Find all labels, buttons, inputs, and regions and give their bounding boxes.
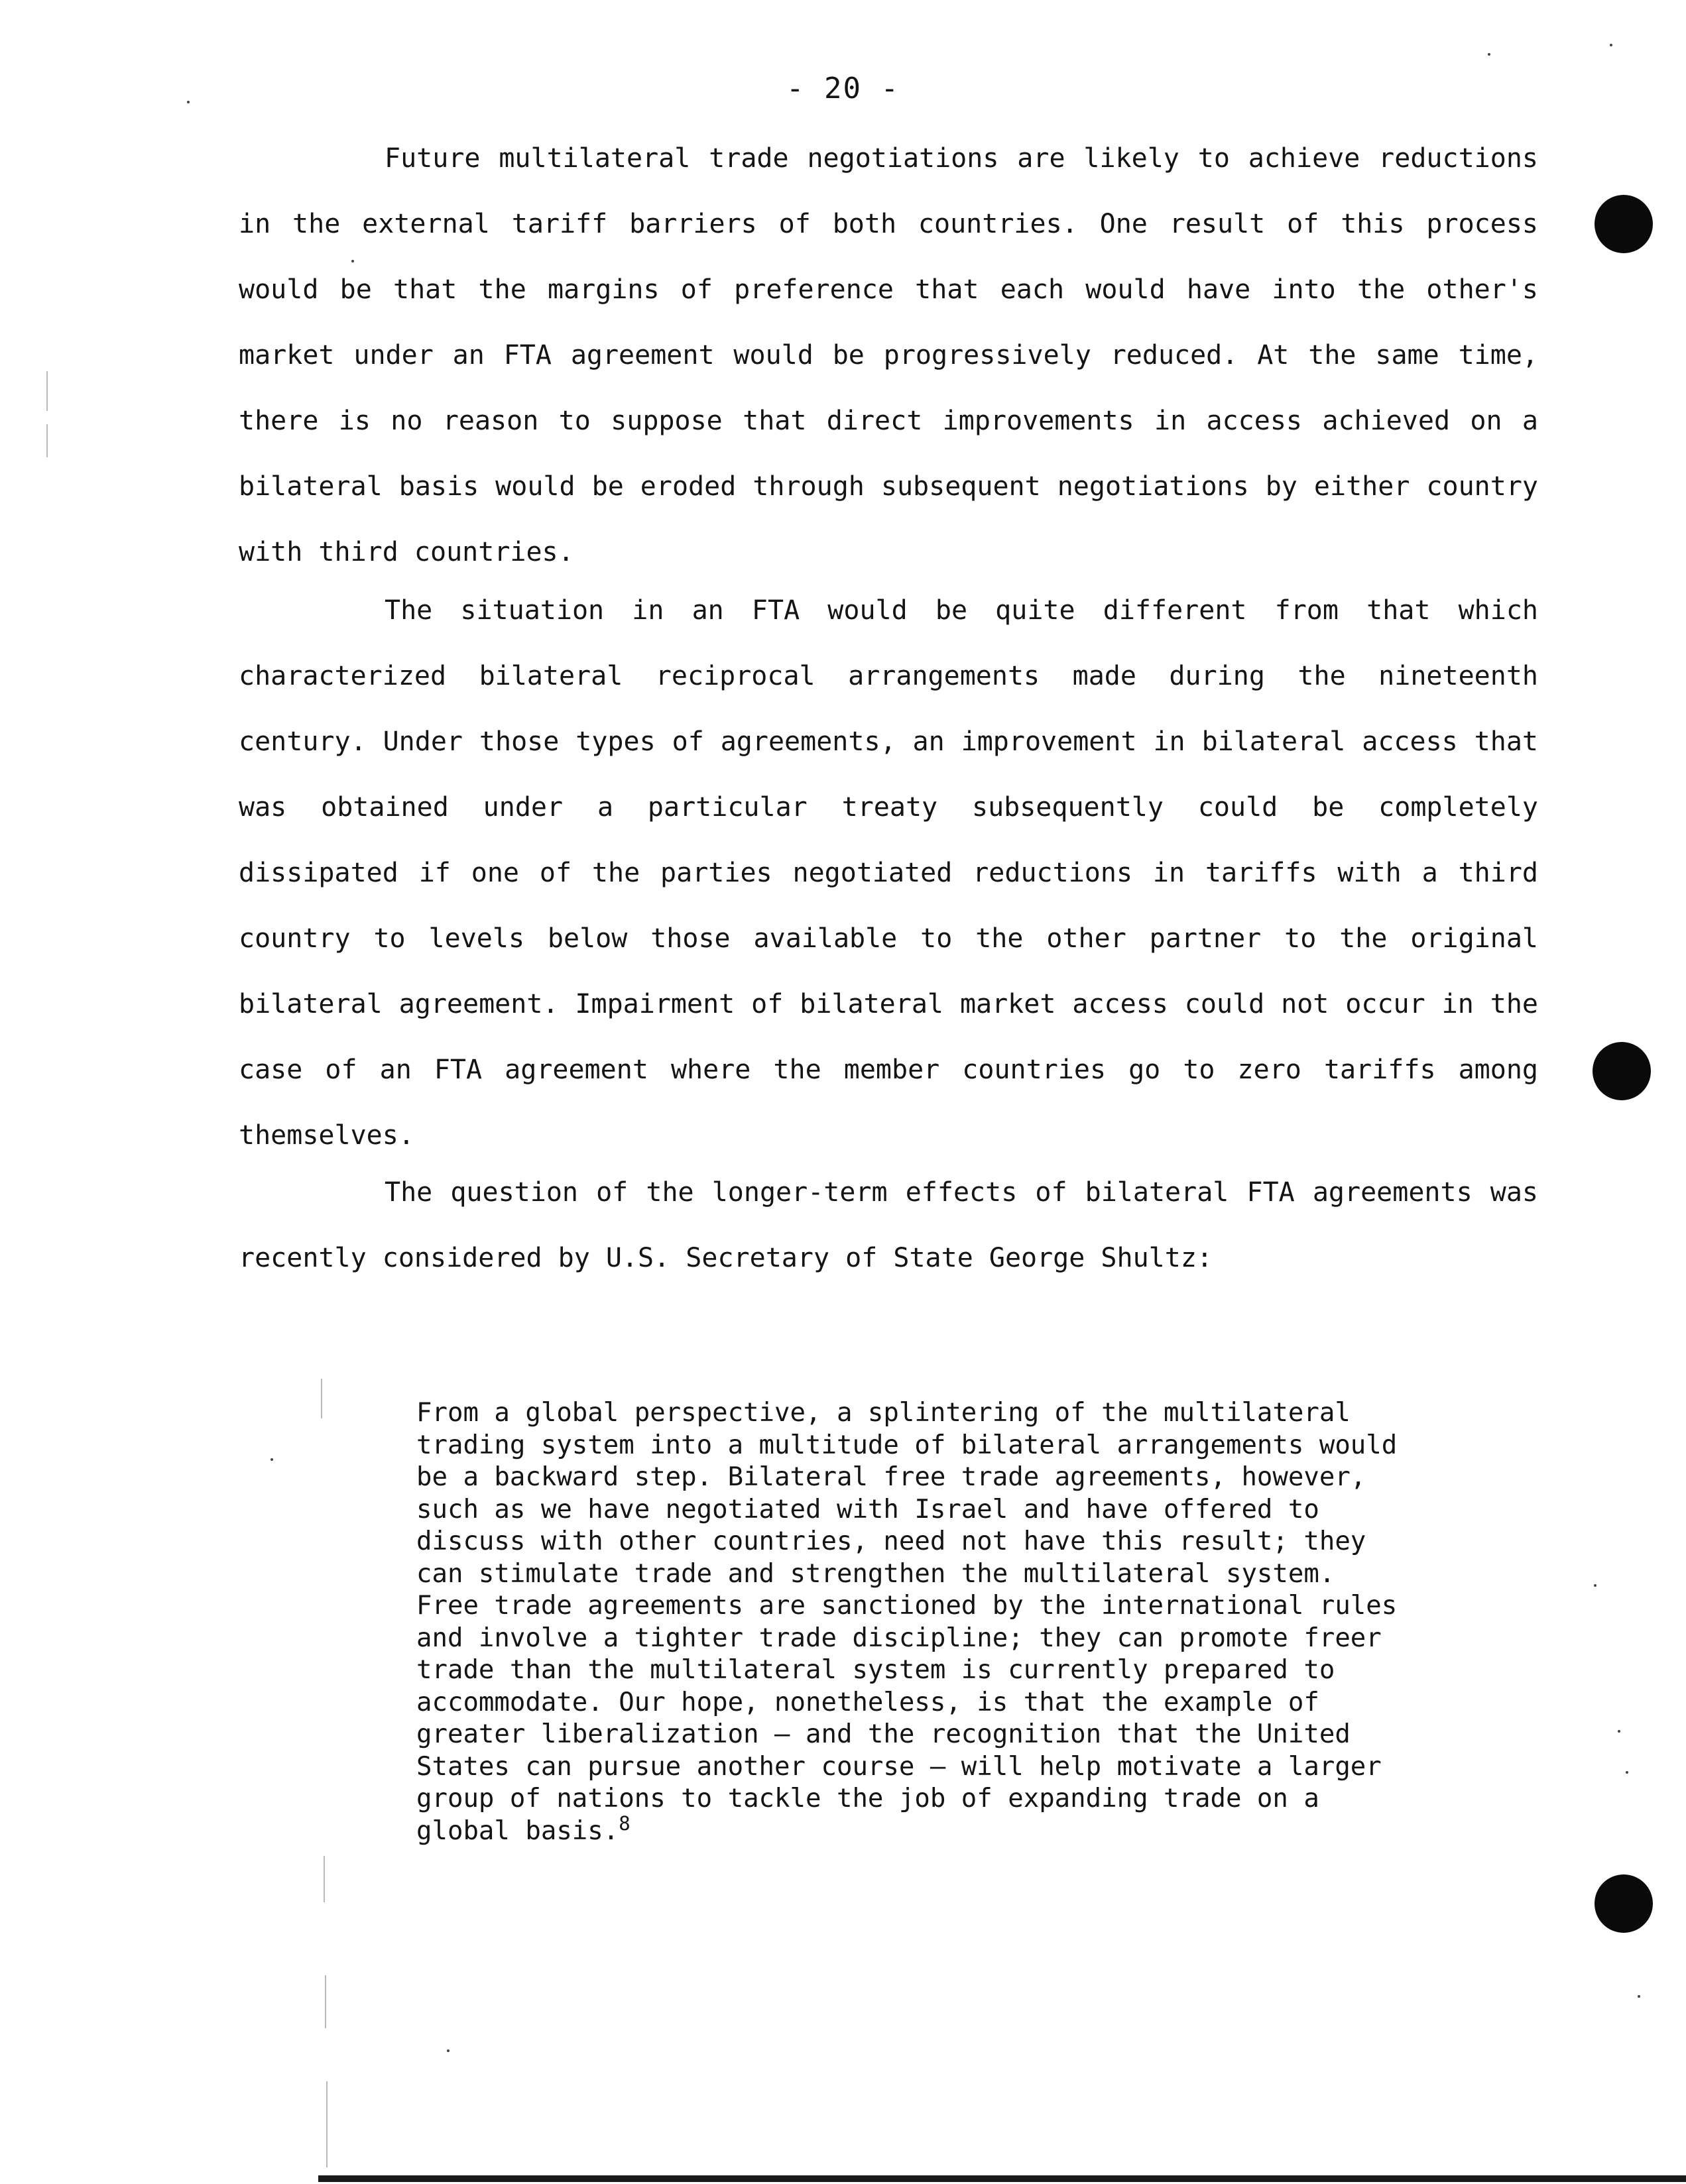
scan-speck — [1594, 1584, 1596, 1587]
body-paragraph-2 — [239, 578, 1538, 1169]
paragraph-text: The situation in an FTA would be quite different from that which characterized bilateral reciprocal arrangements made during the nineteenth century. Under those types of agreements, an improvement in bilateral access that was obtained under a particular treaty subsequently could be completely dissipated if one of the parties negotiated reductions in tariffs with a third country to levels below those available to the other partner to the original bilateral agreement. Impairment of bilateral market access could not occur in the case of an FTA agreement where the member countries go to zero tariffs among themselves. — [239, 595, 1538, 1151]
scan-speck — [447, 2049, 450, 2052]
scan-speck — [187, 101, 190, 103]
page-number: - 20 - — [786, 72, 900, 105]
body-paragraph-3 — [239, 1160, 1538, 1291]
punch-hole-middle — [1593, 1042, 1651, 1100]
scan-speck — [351, 260, 354, 262]
scan-mark — [325, 1975, 326, 2028]
scan-speck — [1618, 1730, 1620, 1733]
scan-bottom-edge — [318, 2175, 1686, 2182]
paragraph-text: Future multilateral trade negotiations are likely to achieve reductions in the external tariff barriers of both countries. One result of this process would be that the margins of preference that each would have into the other's market under an FTA agreement would be progressively reduced. At the same time, there is no reason to suppose that direct improvements in access achieved on a bilateral basis would be eroded through subsequent negotiations by either country with third countries. — [239, 143, 1538, 567]
scan-speck — [1488, 53, 1490, 56]
punch-hole-bottom — [1595, 1874, 1653, 1933]
body-paragraph-1 — [239, 126, 1538, 585]
scan-mark — [46, 424, 48, 457]
quote-text: From a global perspective, a splintering of the multilateral trading system into a multitude of bilateral arrangements would be a backward step. Bilateral free trade agreements, however, such as we have negotiated with Israel and have offered to discuss with other countries, need not have this result; they can stimulate trade and strengthen the multilateral system. Free trade agreements are sanctioned by the international rules and involve a tighter trade discipline; they can promote freer trade than the multilateral system is currently prepared to accommodate. Our hope, nonetheless, is that the example of greater liberalization — and the recognition that the United States can pursue another course — will help motivate a larger group of nations to tackle the job of expanding trade on a global basis. — [416, 1398, 1398, 1846]
block-quote — [416, 1397, 1398, 1847]
scan-mark — [321, 1379, 322, 1418]
scan-speck — [271, 1458, 273, 1461]
footnote-marker: 8 — [619, 1811, 631, 1835]
scan-speck — [1638, 1995, 1640, 1998]
scan-speck — [1610, 44, 1612, 46]
paragraph-text: The question of the longer-term effects of bilateral FTA agreements was recently considered by U.S. Secretary of State George Shultz: — [239, 1177, 1538, 1273]
scan-speck — [1626, 1771, 1628, 1774]
scan-mark — [326, 2081, 328, 2167]
scan-mark — [324, 1856, 325, 1902]
scan-mark — [46, 371, 48, 411]
punch-hole-top — [1595, 195, 1653, 253]
